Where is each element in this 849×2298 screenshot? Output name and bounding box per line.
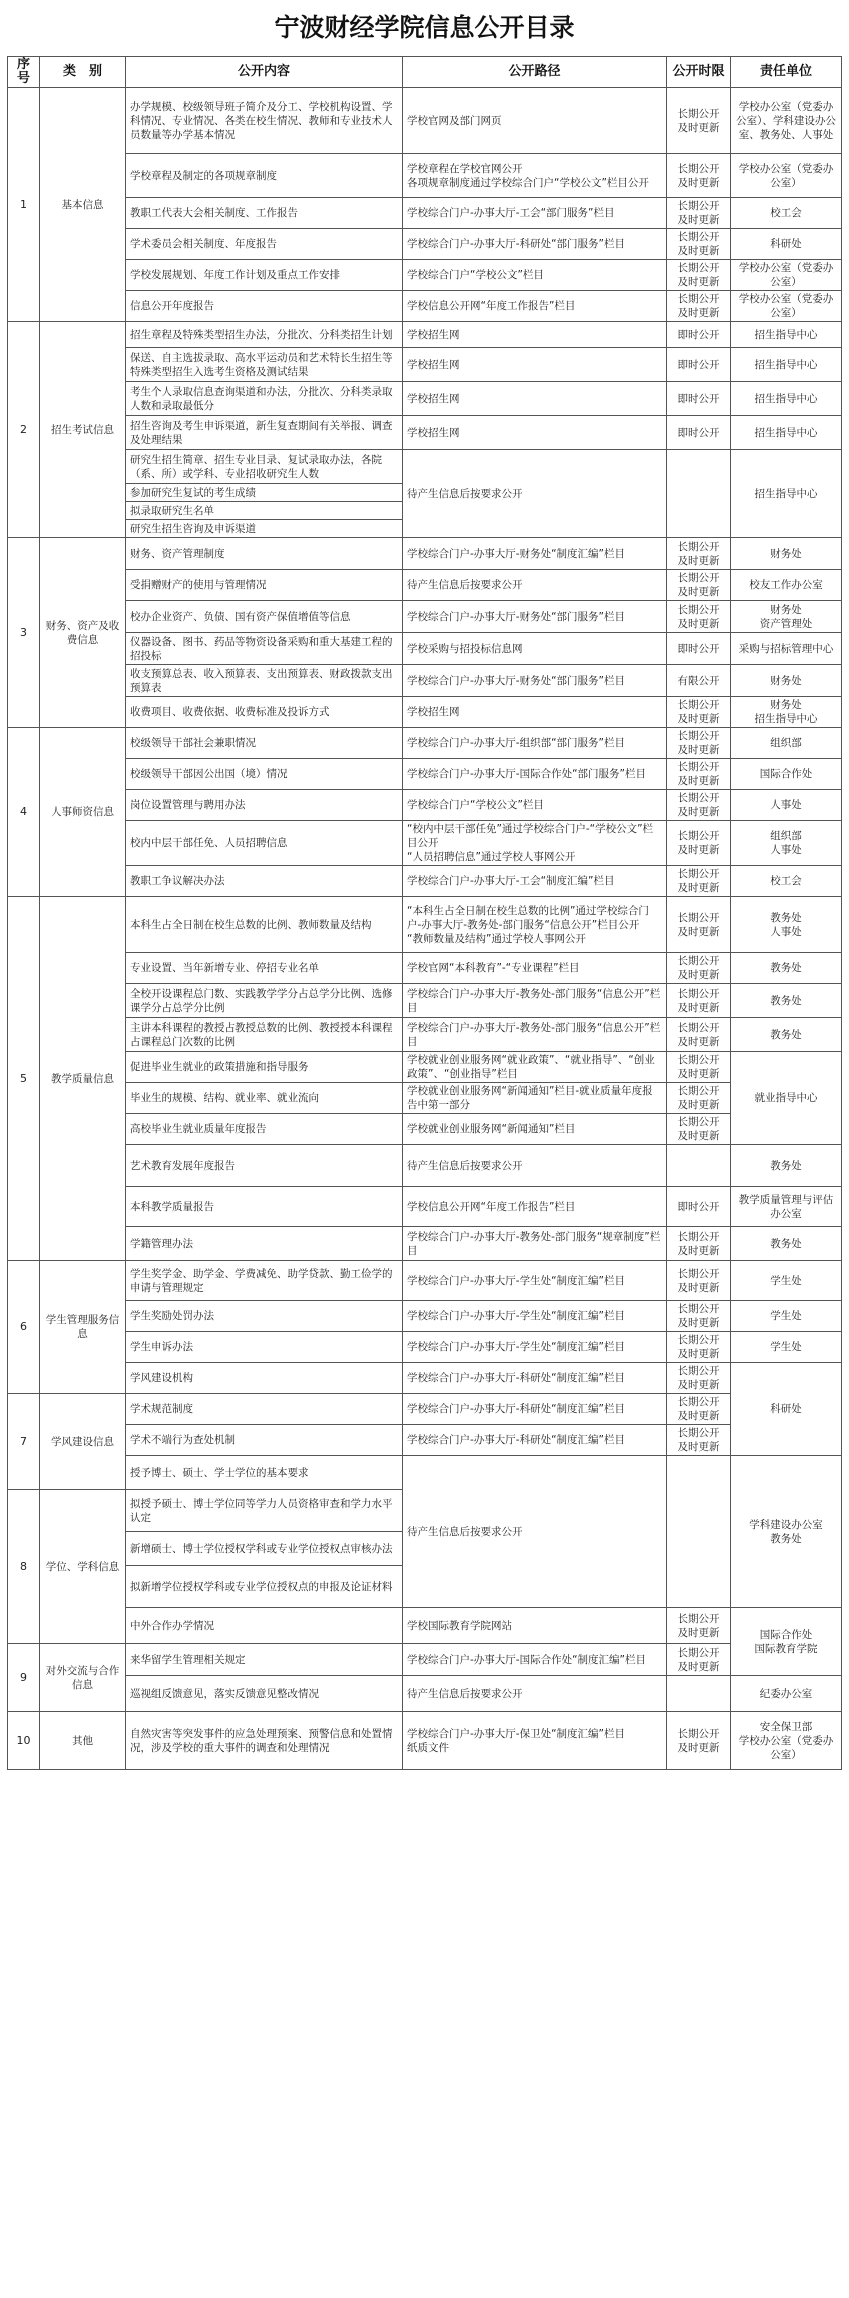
period-cell: 即时公开 [667, 348, 731, 382]
path-cell: 学校综合门户“学校公文”栏目 [403, 260, 667, 291]
unit-cell: 科研处 [731, 1363, 842, 1456]
period-cell: 长期公开 及时更新 [667, 1332, 731, 1363]
unit-cell: 教务处 [731, 1145, 842, 1187]
row-number: 4 [8, 728, 40, 897]
unit-cell: 学生处 [731, 1301, 842, 1332]
table-row [8, 1608, 842, 1644]
period-cell [667, 1456, 731, 1608]
table-row [8, 728, 842, 759]
table-row [8, 198, 842, 229]
path-cell: 学校信息公开网“年度工作报告”栏目 [403, 291, 667, 322]
table-row [8, 1394, 842, 1425]
table-row [8, 1083, 842, 1114]
table-row [8, 1712, 842, 1770]
path-cell: 学校综合门户-办事大厅-国际合作处“制度汇编”栏目 [403, 1644, 667, 1676]
category-cell: 学风建设信息 [40, 1394, 126, 1490]
path-cell: 学校信息公开网“年度工作报告”栏目 [403, 1187, 667, 1227]
content-cell: 校级领导干部因公出国（境）情况 [126, 759, 403, 790]
content-cell: 自然灾害等突发事件的应急处理预案、预警信息和处置情况，涉及学校的重大事件的调查和处理情况 [126, 1712, 403, 1770]
period-cell: 即时公开 [667, 1187, 731, 1227]
period-cell: 长期公开 及时更新 [667, 1712, 731, 1770]
table-row [8, 1425, 842, 1456]
period-cell: 长期公开 及时更新 [667, 821, 731, 866]
path-cell: 学校综合门户“学校公文”栏目 [403, 790, 667, 821]
unit-cell: 财务处 [731, 538, 842, 570]
path-cell: 待产生信息后按要求公开 [403, 450, 667, 538]
table-row [8, 450, 842, 484]
period-cell: 长期公开 及时更新 [667, 260, 731, 291]
table-row [8, 570, 842, 601]
category-cell: 学位、学科信息 [40, 1490, 126, 1644]
path-cell: 学校综合门户-办事大厅-学生处“制度汇编”栏目 [403, 1301, 667, 1332]
content-cell: 拟新增学位授权学科或专业学位授权点的申报及论证材料 [126, 1566, 403, 1608]
path-cell: 待产生信息后按要求公开 [403, 570, 667, 601]
content-cell: 本科教学质量报告 [126, 1187, 403, 1227]
table-row [8, 154, 842, 198]
unit-cell: 学校办公室（党委办公室） [731, 154, 842, 198]
unit-cell: 招生指导中心 [731, 416, 842, 450]
content-cell: 岗位设置管理与聘用办法 [126, 790, 403, 821]
path-cell: 学校综合门户-办事大厅-组织部“部门服务”栏目 [403, 728, 667, 759]
path-cell: 学校招生网 [403, 348, 667, 382]
content-cell: 收费项目、收费依据、收费标准及投诉方式 [126, 697, 403, 728]
table-row [8, 1114, 842, 1145]
content-cell: 促进毕业生就业的政策措施和指导服务 [126, 1052, 403, 1083]
header-path: 公开路径 [403, 57, 667, 88]
table-row [8, 1018, 842, 1052]
category-cell: 人事师资信息 [40, 728, 126, 897]
path-cell: 学校就业创业服务网“就业政策”、“就业指导”、“创业政策”、“创业指导”栏目 [403, 1052, 667, 1083]
row-number: 3 [8, 538, 40, 728]
path-cell: 学校招生网 [403, 416, 667, 450]
unit-cell: 纪委办公室 [731, 1676, 842, 1712]
category-cell: 招生考试信息 [40, 322, 126, 538]
table-row [8, 633, 842, 665]
table-row [8, 897, 842, 953]
content-cell: 信息公开年度报告 [126, 291, 403, 322]
content-cell: 财务、资产管理制度 [126, 538, 403, 570]
row-number: 1 [8, 88, 40, 322]
content-cell: 考生个人录取信息查询渠道和办法，分批次、分科类录取人数和录取最低分 [126, 382, 403, 416]
period-cell: 长期公开 及时更新 [667, 1425, 731, 1456]
header-row [8, 57, 842, 88]
path-cell: 学校招生网 [403, 382, 667, 416]
content-cell: 学术不端行为查处机制 [126, 1425, 403, 1456]
table-row [8, 665, 842, 697]
content-cell: 仪器设备、图书、药品等物资设备采购和重大基建工程的招投标 [126, 633, 403, 665]
period-cell: 长期公开 及时更新 [667, 984, 731, 1018]
unit-cell: 教务处 [731, 984, 842, 1018]
unit-cell: 就业指导中心 [731, 1052, 842, 1145]
unit-cell: 教务处 人事处 [731, 897, 842, 953]
content-cell: 中外合作办学情况 [126, 1608, 403, 1644]
table-row [8, 291, 842, 322]
header-category: 类 别 [40, 57, 126, 88]
page-title: 宁波财经学院信息公开目录 [274, 13, 575, 42]
row-number: 7 [8, 1394, 40, 1490]
table-row [8, 229, 842, 260]
path-cell: 学校综合门户-办事大厅-工会“部门服务”栏目 [403, 198, 667, 229]
content-cell: 全校开设课程总门数、实践教学学分占总学分比例、选修课学分占总学分比例 [126, 984, 403, 1018]
table-row [8, 759, 842, 790]
row-number: 2 [8, 322, 40, 538]
category-cell: 其他 [40, 1712, 126, 1770]
path-cell: 学校综合门户-办事大厅-科研处“制度汇编”栏目 [403, 1394, 667, 1425]
path-cell: 学校就业创业服务网“新闻通知”栏目 [403, 1114, 667, 1145]
category-cell: 教学质量信息 [40, 897, 126, 1261]
content-cell: 参加研究生复试的考生成绩 [126, 484, 403, 502]
unit-cell: 国际合作处 [731, 759, 842, 790]
period-cell [667, 1676, 731, 1712]
category-cell: 学生管理服务信息 [40, 1261, 126, 1394]
unit-cell: 学生处 [731, 1261, 842, 1301]
table-row [8, 348, 842, 382]
unit-cell: 教务处 [731, 953, 842, 984]
period-cell: 长期公开 及时更新 [667, 88, 731, 154]
period-cell: 长期公开 及时更新 [667, 229, 731, 260]
path-cell: 学校综合门户-办事大厅-工会“制度汇编”栏目 [403, 866, 667, 897]
row-number: 9 [8, 1644, 40, 1712]
period-cell: 长期公开 及时更新 [667, 291, 731, 322]
row-number: 10 [8, 1712, 40, 1770]
table-row [8, 538, 842, 570]
unit-cell: 国际合作处 国际教育学院 [731, 1608, 842, 1676]
period-cell: 长期公开 及时更新 [667, 1394, 731, 1425]
content-cell: 办学规模、校级领导班子简介及分工、学校机构设置、学科情况、专业情况、各类在校生情况、教师和专业技术人员数量等办学基本情况 [126, 88, 403, 154]
content-cell: 专业设置、当年新增专业、停招专业名单 [126, 953, 403, 984]
table-row [8, 1227, 842, 1261]
content-cell: 学校章程及制定的各项规章制度 [126, 154, 403, 198]
period-cell: 即时公开 [667, 382, 731, 416]
path-cell: 学校综合门户-办事大厅-科研处“制度汇编”栏目 [403, 1363, 667, 1394]
category-cell: 基本信息 [40, 88, 126, 322]
table-row [8, 1363, 842, 1394]
content-cell: 教职工争议解决办法 [126, 866, 403, 897]
unit-cell: 学校办公室（党委办公室） [731, 260, 842, 291]
period-cell: 长期公开 及时更新 [667, 538, 731, 570]
path-cell: 学校就业创业服务网“新闻通知”栏目-就业质量年度报告中第一部分 [403, 1083, 667, 1114]
header-no: 序号 [8, 57, 40, 88]
path-cell: 学校综合门户-办事大厅-科研处“部门服务”栏目 [403, 229, 667, 260]
period-cell: 有限公开 [667, 665, 731, 697]
unit-cell: 学校办公室（党委办公室）、学科建设办公室、教务处、人事处 [731, 88, 842, 154]
category-cell: 对外交流与合作信息 [40, 1644, 126, 1712]
content-cell: 拟授予硕士、博士学位同等学力人员资格审查和学力水平认定 [126, 1490, 403, 1532]
header-period: 公开时限 [667, 57, 731, 88]
table-row [8, 1644, 842, 1676]
path-cell: “校内中层干部任免”通过学校综合门户-“学校公文”栏目公开 “人员招聘信息”通过学校人事网公开 [403, 821, 667, 866]
header-unit: 责任单位 [731, 57, 842, 88]
path-cell: 学校综合门户-办事大厅-财务处“部门服务”栏目 [403, 665, 667, 697]
content-cell: 受捐赠财产的使用与管理情况 [126, 570, 403, 601]
path-cell: 学校官网“本科教育”-“专业课程”栏目 [403, 953, 667, 984]
unit-cell: 组织部 人事处 [731, 821, 842, 866]
path-cell: 学校国际教育学院网站 [403, 1608, 667, 1644]
period-cell: 长期公开 及时更新 [667, 1018, 731, 1052]
unit-cell: 校工会 [731, 198, 842, 229]
period-cell: 长期公开 及时更新 [667, 728, 731, 759]
path-cell: 待产生信息后按要求公开 [403, 1456, 667, 1608]
unit-cell: 采购与招标管理中心 [731, 633, 842, 665]
content-cell: 学风建设机构 [126, 1363, 403, 1394]
content-cell: 巡视组反馈意见，落实反馈意见整改情况 [126, 1676, 403, 1712]
period-cell: 长期公开 及时更新 [667, 1644, 731, 1676]
content-cell: 教职工代表大会相关制度、工作报告 [126, 198, 403, 229]
path-cell: 学校综合门户-办事大厅-科研处“制度汇编”栏目 [403, 1425, 667, 1456]
period-cell: 长期公开 及时更新 [667, 570, 731, 601]
content-cell: 高校毕业生就业质量年度报告 [126, 1114, 403, 1145]
content-cell: 校内中层干部任免、人员招聘信息 [126, 821, 403, 866]
table-row [8, 260, 842, 291]
unit-cell: 科研处 [731, 229, 842, 260]
period-cell: 长期公开 及时更新 [667, 1363, 731, 1394]
period-cell: 长期公开 及时更新 [667, 1261, 731, 1301]
content-cell: 研究生招生简章、招生专业目录、复试录取办法，各院（系、所）或学科、专业招收研究生人数 [126, 450, 403, 484]
path-cell: “本科生占全日制在校生总数的比例”通过学校综合门户-办事大厅-教务处-部门服务“信息公开”栏目公开 “教师数量及结构”通过学校人事网公开 [403, 897, 667, 953]
period-cell: 长期公开 及时更新 [667, 1052, 731, 1083]
period-cell: 长期公开 及时更新 [667, 697, 731, 728]
path-cell: 学校综合门户-办事大厅-国际合作处“部门服务”栏目 [403, 759, 667, 790]
category-cell: 财务、资产及收费信息 [40, 538, 126, 728]
unit-cell: 财务处 资产管理处 [731, 601, 842, 633]
disclosure-catalog-table [7, 56, 842, 1770]
unit-cell: 教务处 [731, 1018, 842, 1052]
table-row [8, 601, 842, 633]
content-cell: 招生章程及特殊类型招生办法，分批次、分科类招生计划 [126, 322, 403, 348]
header-content: 公开内容 [126, 57, 403, 88]
period-cell: 长期公开 及时更新 [667, 1227, 731, 1261]
unit-cell: 教务处 [731, 1227, 842, 1261]
unit-cell: 安全保卫部 学校办公室（党委办公室） [731, 1712, 842, 1770]
unit-cell: 人事处 [731, 790, 842, 821]
unit-cell: 招生指导中心 [731, 322, 842, 348]
unit-cell: 组织部 [731, 728, 842, 759]
unit-cell: 学科建设办公室 教务处 [731, 1456, 842, 1608]
content-cell: 授予博士、硕士、学士学位的基本要求 [126, 1456, 403, 1490]
content-cell: 毕业生的规模、结构、就业率、就业流向 [126, 1083, 403, 1114]
table-row [8, 88, 842, 154]
period-cell: 即时公开 [667, 322, 731, 348]
unit-cell: 招生指导中心 [731, 382, 842, 416]
table-row [8, 697, 842, 728]
content-cell: 学生奖励处罚办法 [126, 1301, 403, 1332]
unit-cell: 财务处 [731, 665, 842, 697]
content-cell: 学术委员会相关制度、年度报告 [126, 229, 403, 260]
content-cell: 招生咨询及考生申诉渠道，新生复查期间有关举报、调查及处理结果 [126, 416, 403, 450]
period-cell: 长期公开 及时更新 [667, 601, 731, 633]
row-number: 6 [8, 1261, 40, 1394]
path-cell: 学校综合门户-办事大厅-学生处“制度汇编”栏目 [403, 1332, 667, 1363]
content-cell: 拟录取研究生名单 [126, 502, 403, 520]
table-row [8, 1332, 842, 1363]
table-row [8, 866, 842, 897]
row-number: 5 [8, 897, 40, 1261]
table-row [8, 1301, 842, 1332]
period-cell: 长期公开 及时更新 [667, 198, 731, 229]
unit-cell: 校工会 [731, 866, 842, 897]
unit-cell: 教学质量管理与评估办公室 [731, 1187, 842, 1227]
content-cell: 学术规范制度 [126, 1394, 403, 1425]
unit-cell: 学生处 [731, 1332, 842, 1363]
unit-cell: 招生指导中心 [731, 450, 842, 538]
table-row [8, 382, 842, 416]
period-cell: 长期公开 及时更新 [667, 1301, 731, 1332]
period-cell: 长期公开 及时更新 [667, 1608, 731, 1644]
path-cell: 学校综合门户-办事大厅-教务处-部门服务“信息公开”栏目 [403, 1018, 667, 1052]
content-cell: 保送、自主选拔录取、高水平运动员和艺术特长生招生等特殊类型招生入选考生资格及测试结果 [126, 348, 403, 382]
content-cell: 校级领导干部社会兼职情况 [126, 728, 403, 759]
table-body [8, 88, 842, 1770]
content-cell: 学籍管理办法 [126, 1227, 403, 1261]
period-cell: 长期公开 及时更新 [667, 897, 731, 953]
path-cell: 学校综合门户-办事大厅-教务处-部门服务“信息公开”栏目 [403, 984, 667, 1018]
period-cell: 长期公开 及时更新 [667, 790, 731, 821]
path-cell: 学校招生网 [403, 322, 667, 348]
table-row [8, 984, 842, 1018]
period-cell: 长期公开 及时更新 [667, 759, 731, 790]
period-cell: 即时公开 [667, 633, 731, 665]
table-row [8, 322, 842, 348]
table-row [8, 1261, 842, 1301]
path-cell: 学校章程在学校官网公开 各项规章制度通过学校综合门户“学校公文”栏目公开 [403, 154, 667, 198]
path-cell: 学校综合门户-办事大厅-保卫处“制度汇编”栏目 纸质文件 [403, 1712, 667, 1770]
path-cell: 待产生信息后按要求公开 [403, 1676, 667, 1712]
content-cell: 学校发展规划、年度工作计划及重点工作安排 [126, 260, 403, 291]
path-cell: 学校招生网 [403, 697, 667, 728]
path-cell: 学校采购与招投标信息网 [403, 633, 667, 665]
table-row [8, 790, 842, 821]
unit-cell: 学校办公室（党委办公室） [731, 291, 842, 322]
content-cell: 艺术教育发展年度报告 [126, 1145, 403, 1187]
content-cell: 本科生占全日制在校生总数的比例、教师数量及结构 [126, 897, 403, 953]
unit-cell: 财务处 招生指导中心 [731, 697, 842, 728]
unit-cell: 校友工作办公室 [731, 570, 842, 601]
content-cell: 研究生招生咨询及申诉渠道 [126, 520, 403, 538]
path-cell: 学校综合门户-办事大厅-学生处“制度汇编”栏目 [403, 1261, 667, 1301]
path-cell: 学校综合门户-办事大厅-教务处-部门服务“规章制度”栏目 [403, 1227, 667, 1261]
content-cell: 学生奖学金、助学金、学费减免、助学贷款、勤工俭学的申请与管理规定 [126, 1261, 403, 1301]
period-cell: 长期公开 及时更新 [667, 1114, 731, 1145]
table-row [8, 1052, 842, 1083]
period-cell: 长期公开 及时更新 [667, 866, 731, 897]
period-cell: 长期公开 及时更新 [667, 154, 731, 198]
path-cell: 待产生信息后按要求公开 [403, 1145, 667, 1187]
path-cell: 学校综合门户-办事大厅-财务处“制度汇编”栏目 [403, 538, 667, 570]
table-row [8, 1187, 842, 1227]
content-cell: 来华留学生管理相关规定 [126, 1644, 403, 1676]
content-cell: 主讲本科课程的教授占教授总数的比例、教授授本科课程占课程总门次数的比例 [126, 1018, 403, 1052]
period-cell: 即时公开 [667, 416, 731, 450]
period-cell [667, 1145, 731, 1187]
table-row [8, 416, 842, 450]
table-row [8, 953, 842, 984]
period-cell [667, 450, 731, 538]
period-cell: 长期公开 及时更新 [667, 953, 731, 984]
content-cell: 收支预算总表、收入预算表、支出预算表、财政拨款支出预算表 [126, 665, 403, 697]
content-cell: 新增硕士、博士学位授权学科或专业学位授权点审核办法 [126, 1532, 403, 1566]
table-row [8, 1676, 842, 1712]
row-number: 8 [8, 1490, 40, 1644]
path-cell: 学校官网及部门网页 [403, 88, 667, 154]
path-cell: 学校综合门户-办事大厅-财务处“部门服务”栏目 [403, 601, 667, 633]
content-cell: 学生申诉办法 [126, 1332, 403, 1363]
table-row [8, 821, 842, 866]
table-row [8, 1456, 842, 1490]
table-row [8, 1145, 842, 1187]
content-cell: 校办企业资产、负债、国有资产保值增值等信息 [126, 601, 403, 633]
period-cell: 长期公开 及时更新 [667, 1083, 731, 1114]
unit-cell: 招生指导中心 [731, 348, 842, 382]
